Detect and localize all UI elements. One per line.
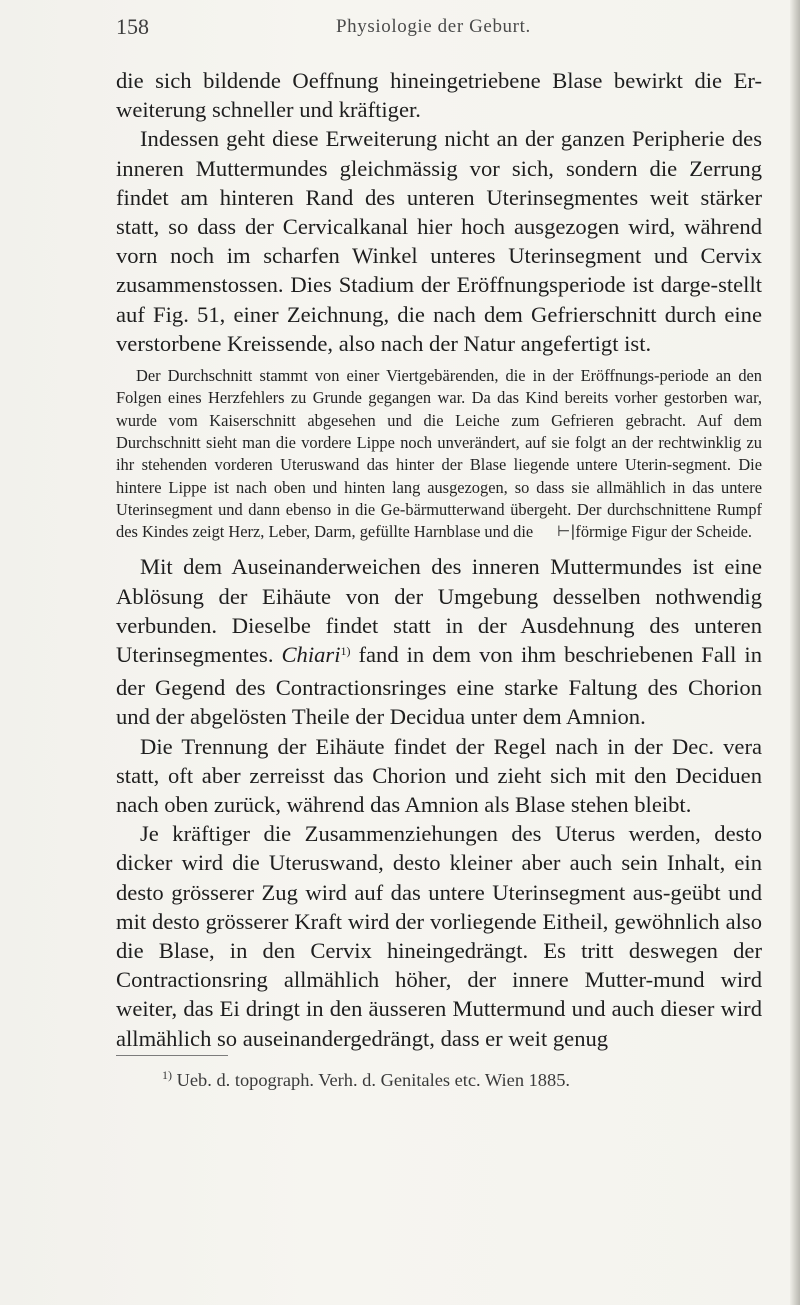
paragraph: die sich bildende Oeffnung hineingetriebene Blase bewirkt die Er-weiterung schneller und kräftiger. <box>116 68 762 123</box>
main-text <box>116 66 762 1053</box>
paragraph <box>116 552 762 731</box>
page-header <box>116 14 756 46</box>
page-edge <box>790 0 800 1305</box>
paragraph: Indessen geht diese Erweiterung nicht an der ganzen Peripherie des inneren Muttermundes gleichmässig vor sich, sondern die Zerrung findet am hinteren Rand des unteren Uterinsegmentes weit stärker statt, so dass der Cervicalkanal hier hoch ausgezogen wird, während vorn noch im scharfen Winkel unteres Uterinsegment und Cervix zusammenstossen. Dies Stadium der Eröffnungsperiode ist darge-stellt auf Fig. 51, einer Zeichnung, die nach dem Gefrierschnitt durch eine verstorbene Kreissende, also nach der Natur angefertigt ist. <box>116 126 762 356</box>
paragraph: Die Trennung der Eihäute findet der Regel nach in der Dec. vera statt, oft aber zerreisst das Chorion und zieht sich mit den Deciduen nach oben zurück, während das Amnion als Blase stehen bleibt. <box>116 733 762 818</box>
paragraph-text-end: fand in dem von ihm beschriebenen Fall in der Gegend des Contractionsringes eine starke Faltung des Chorion und der abgelösten Theile der Decidua unter dem Amnion. <box>116 642 762 730</box>
paragraph-text: Mit dem Auseinanderweichen des inneren Muttermundes ist eine Ablösung der Eihäute von der Umgebung desselben nothwendig verbunden. Dieselbe findet statt in der Ausdehnung des unteren Uterinsegmentes. <box>116 554 762 668</box>
running-head: Physiologie der Geburt. <box>336 16 531 37</box>
author-name: Chiari <box>281 642 341 668</box>
small-print-text-end: förmige Figur der Scheide. <box>575 522 752 542</box>
page-number: 158 <box>116 14 149 39</box>
figure-symbol: ⊢| <box>557 522 576 541</box>
footnote-reference: 1) <box>340 644 351 659</box>
footnote-separator <box>116 1055 228 1056</box>
footnote-text: Ueb. d. topograph. Verh. d. Genitales etc. Wien 1885. <box>176 1070 570 1090</box>
small-print-text: Der Durchschnitt stammt von einer Viertgebärenden, die in der Eröffnungs-periode an den Folgen eines Herzfehlers zu Grunde gegangen war. Da das Kind bereits vorher gestorben war, wurde vom Kaiserschnitt abgesehen und die Leiche zum Gefrieren gebracht. Auf dem Durchschnitt sieht man die vordere Lippe noch unverändert, auf sie folgt an der rechtwinklig zu ihr stehenden vorderen Uteruswand das hinter der Blase liegende untere Uterin-segment. Die hintere Lippe ist nach oben und hinten lang ausgezogen, so dass sie allmählich in das untere Uterinsegment und dann ebenso in die Ge-bärmutterwand übergeht. Der durchschnittene Rumpf des Kindes zeigt Herz, Leber, Darm, gefüllte Harnblase und die <box>116 366 762 542</box>
paragraph: Je kräftiger die Zusammenziehungen des Uterus werden, desto dicker wird die Uteruswand, desto kleiner aber auch sein Inhalt, ein desto grösserer Zug wird auf das untere Uterinsegment aus-geübt und mit desto grösserer Kraft wird der vorliegende Eitheil, gewöhnlich also die Blase, in den Cervix hineingedrängt. Es tritt deswegen der Contractionsring allmählich höher, der innere Mutter-mund wird weiter, das Ei dringt in den äusseren Muttermund und auch dieser wird allmählich so auseinandergedrängt, dass er weit genug <box>116 821 762 1051</box>
small-print-paragraph <box>116 365 762 543</box>
footnote <box>162 1068 722 1094</box>
footnote-marker: 1) <box>162 1068 172 1082</box>
